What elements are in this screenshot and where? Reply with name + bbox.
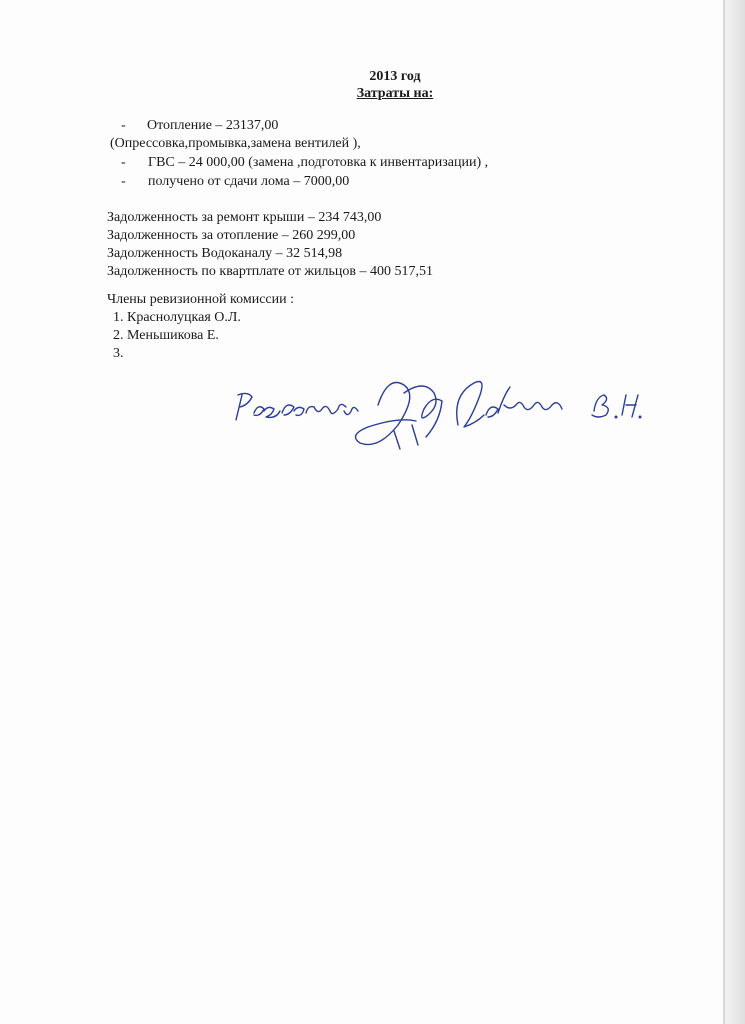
debt-roof-repair: Задолженность за ремонт крыши – 234 743,00 bbox=[107, 210, 382, 225]
commission-member: 1. Краснолуцкая О.Л. bbox=[113, 310, 241, 325]
expenses-subheading: Затраты на: bbox=[356, 86, 434, 101]
expense-heating-note: (Опрессовка,промывка,замена вентилей ), bbox=[110, 136, 361, 151]
debt-water-utility: Задолженность Водоканалу – 32 514,98 bbox=[107, 246, 343, 261]
debt-heating: Задолженность за отопление – 260 299,00 bbox=[107, 228, 356, 243]
income-scrap-metal: получено от сдачи лома – 7000,00 bbox=[148, 174, 350, 189]
document-heading bbox=[0, 68, 745, 102]
expense-heating: Отопление – 23137,00 bbox=[147, 118, 279, 133]
bullet-dash: - bbox=[121, 174, 126, 189]
debt-residents-rent: Задолженность по квартплате от жильцов – 400 517,51 bbox=[107, 264, 434, 279]
commission-member: 2. Меньшикова Е. bbox=[113, 328, 219, 343]
bullet-dash: - bbox=[121, 118, 126, 133]
expense-hot-water: ГВС – 24 000,00 (замена ,подготовка к инвентаризации) , bbox=[148, 155, 489, 170]
page-edge bbox=[725, 0, 745, 1024]
commission-member: 3. bbox=[113, 346, 124, 361]
commission-title: Члены ревизионной комиссии : bbox=[107, 292, 294, 307]
year-heading: 2013 год bbox=[369, 69, 421, 84]
handwritten-signature bbox=[228, 365, 648, 465]
bullet-dash: - bbox=[121, 155, 126, 170]
